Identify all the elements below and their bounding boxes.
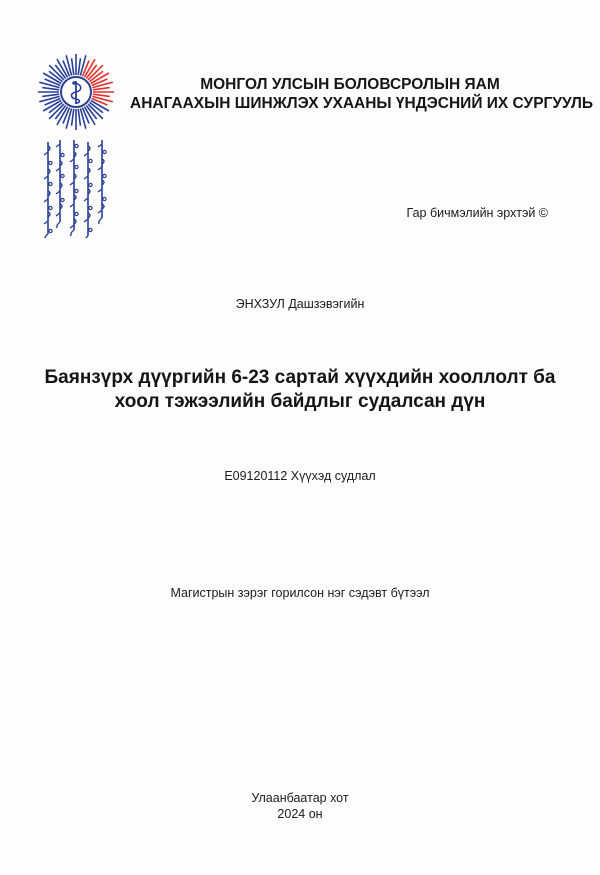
thesis-title-line-2: хоол тэжээлийн байдлыг судалсан дүн — [114, 391, 486, 412]
copyright-notice: Гар бичмэлийн эрхтэй © — [406, 206, 548, 220]
ministry-line-2: АНАГААХЫН ШИНЖЛЭХ УХААНЫ ҮНДЭСНИЙ ИХ СУРГУУЛЬ — [130, 95, 594, 112]
author-name: ЭНХЗУЛ Дашзэвэгийн — [235, 297, 365, 311]
thesis-title — [40, 366, 560, 414]
university-emblem-icon — [36, 52, 116, 132]
thesis-title-line-1: Баянзүрх дүүргийн 6-23 сартай хүүхдийн хооллолт ба — [44, 367, 556, 388]
specialty-code: E09120112 Хүүхэд судлал — [224, 469, 376, 483]
ministry-heading — [130, 75, 594, 113]
ministry-line-1: МОНГОЛ УЛСЫН БОЛОВСРОЛЫН ЯАМ — [200, 76, 500, 93]
place-and-year — [0, 790, 600, 822]
place: Улаанбаатар хот — [251, 791, 349, 805]
mongolian-script-logo-icon — [40, 138, 112, 238]
year: 2024 он — [277, 807, 323, 821]
thesis-type: Магистрын зэрэг горилсон нэг сэдэвт бүтээл — [170, 586, 430, 600]
